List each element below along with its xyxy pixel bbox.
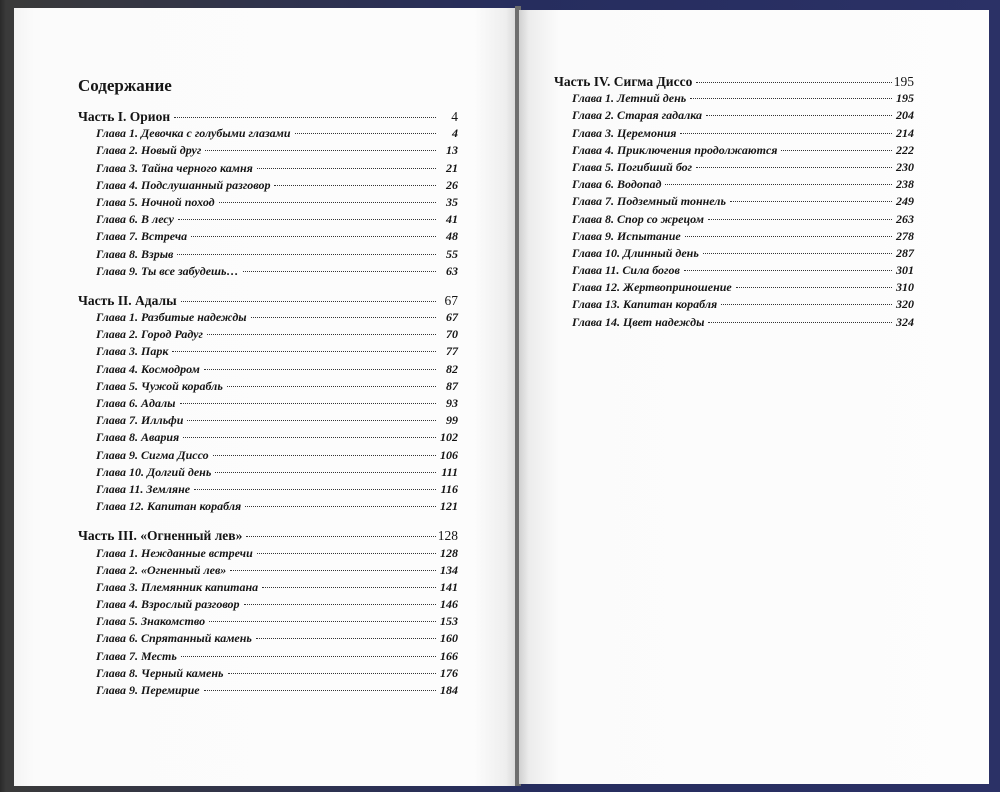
chapter-page-number: 324 [896,314,914,329]
chapter-page-number: 184 [440,683,458,697]
chapter-page-number: 77 [446,344,458,359]
dot-leader [721,303,892,305]
chapter-page-number: 320 [896,297,914,312]
chapter-page-number: 26 [446,177,458,192]
dot-leader [227,385,436,387]
chapter-page-number: 87 [446,378,458,393]
chapter-page-number: 82 [446,361,458,376]
toc-right-column [554,73,914,343]
dot-leader [207,333,436,335]
dot-leader [243,270,436,272]
dot-leader [680,132,892,134]
chapter-title: Глава 13. Капитан корабля [572,297,718,312]
toc-chapter-entry [78,596,458,613]
chapter-title: Глава 3. Церемония [572,125,677,140]
toc-chapter-entry [554,142,914,159]
chapter-title: Глава 8. Спор со жрецом [572,211,704,226]
chapter-page-number: 301 [896,263,914,278]
toc-part-block [78,292,458,515]
chapter-title: Глава 5. Ночной поход [96,194,215,209]
chapter-title: Глава 7. Встреча [96,229,188,244]
chapter-title: Глава 5. Чужой корабль [96,378,223,393]
chapter-page-number: 67 [446,310,458,325]
dot-leader [690,97,892,99]
chapter-page-number: 238 [896,177,914,192]
dot-leader [245,505,436,507]
toc-part-entry [78,108,458,125]
dot-leader [181,655,436,657]
chapter-title: Глава 8. Взрыв [96,246,174,261]
dot-leader [257,167,436,169]
dot-leader [244,603,436,605]
chapter-title: Глава 8. Авария [96,430,180,445]
toc-chapter-entry [78,228,458,245]
dot-leader [684,269,892,271]
chapter-page-number: 93 [446,396,458,410]
chapter-title: Глава 10. Долгий день [96,464,212,479]
dot-leader [215,471,436,473]
part-page-number: 128 [437,528,458,544]
chapter-title: Глава 7. Илльфи [96,413,184,428]
toc-chapter-entry [78,378,458,395]
dot-leader [246,535,435,537]
toc-chapter-entry [78,481,458,498]
dot-leader [706,114,892,116]
dot-leader [696,166,892,168]
toc-chapter-entry [554,90,914,107]
toc-chapter-entry [78,579,458,596]
chapter-title: Глава 9. Сигма Диссо [96,447,209,462]
toc-part-entry [78,292,458,309]
toc-chapter-entry [78,613,458,630]
chapter-title: Глава 6. В лесу [96,212,174,227]
toc-chapter-entry [78,447,458,464]
chapter-page-number: 121 [440,499,458,514]
toc-part-block [78,108,458,280]
dot-leader [183,436,436,438]
toc-chapter-entry [78,498,458,515]
chapter-title: Глава 12. Жертвоприношение [572,280,732,295]
chapter-title: Глава 11. Сила богов [572,263,680,278]
dot-leader [736,286,892,288]
chapter-title: Глава 4. Взрослый разговор [96,597,240,612]
dot-leader [251,316,436,318]
dot-leader [703,252,892,254]
dot-leader [295,132,436,134]
dot-leader [178,218,436,220]
chapter-page-number: 111 [441,464,458,479]
dot-leader [230,569,436,571]
toc-chapter-entry [78,665,458,682]
chapter-title: Глава 8. Черный камень [96,665,224,680]
chapter-page-number: 214 [896,125,914,140]
toc-chapter-entry [78,160,458,177]
chapter-title: Глава 4. Подслушанный разговор [96,177,271,192]
chapter-title: Глава 4. Приключения продолжаются [572,142,778,157]
toc-title: Содержание [78,76,172,95]
toc-chapter-entry [554,107,914,124]
toc-chapter-entry [554,211,914,228]
toc-chapter-entry [554,279,914,296]
chapter-title: Глава 3. Тайна черного камня [96,160,253,175]
dot-leader [256,637,436,639]
toc-chapter-entry [554,193,914,210]
part-page-number: 195 [893,74,914,89]
toc-part-entry [78,527,458,544]
chapter-page-number: 153 [440,614,458,629]
chapter-page-number: 99 [446,413,458,428]
toc-chapter-entry [554,314,914,331]
chapter-title: Глава 12. Капитан корабля [96,499,242,514]
toc-chapter-entry [78,682,458,699]
toc-chapter-entry [78,125,458,142]
chapter-page-number: 13 [446,143,458,158]
chapter-title: Глава 2. «Огненный лев» [96,562,227,577]
toc-chapter-entry [78,395,458,412]
dot-leader [262,586,436,588]
toc-chapter-entry [554,245,914,262]
toc-chapter-entry [78,562,458,579]
chapter-title: Глава 1. Девочка с голубыми глазами [96,126,291,141]
chapter-title: Глава 3. Племянник капитана [96,579,259,594]
chapter-page-number: 35 [446,194,458,209]
dot-leader [180,402,437,404]
chapter-title: Глава 6. Адалы [96,396,176,410]
chapter-title: Глава 2. Новый друг [96,143,202,158]
toc-chapter-entry [78,630,458,647]
chapter-page-number: 134 [440,562,458,577]
chapter-title: Глава 6. Водопад [572,177,662,192]
toc-chapter-entry [78,177,458,194]
dot-leader [177,253,436,255]
chapter-page-number: 230 [896,159,914,174]
dot-leader [194,488,436,490]
part-page-number: 67 [444,292,458,308]
toc-left-column [78,108,458,711]
part-title: Часть IV. Сигма Диссо [554,74,693,89]
toc-chapter-entry [78,246,458,263]
dot-leader [181,300,436,302]
chapter-page-number: 166 [440,648,458,663]
toc-chapter-entry [554,176,914,193]
chapter-title: Глава 4. Космодром [96,361,200,376]
toc-chapter-entry [554,228,914,245]
chapter-page-number: 21 [446,160,458,175]
chapter-page-number: 63 [446,263,458,278]
chapter-page-number: 222 [896,142,914,157]
toc-chapter-entry [78,464,458,481]
chapter-page-number: 287 [896,245,914,260]
chapter-page-number: 160 [440,631,458,646]
dot-leader [174,116,436,118]
toc-chapter-entry [78,211,458,228]
toc-chapter-entry [554,125,914,142]
toc-chapter-entry [78,648,458,665]
dot-leader [187,419,436,421]
dot-leader [665,183,892,185]
chapter-title: Глава 10. Длинный день [572,245,699,260]
chapter-page-number: 4 [452,126,458,141]
dot-leader [708,321,892,323]
toc-chapter-entry [78,412,458,429]
toc-chapter-entry [78,429,458,446]
chapter-page-number: 278 [896,228,914,243]
chapter-title: Глава 11. Земляне [96,481,191,496]
chapter-title: Глава 9. Испытание [572,228,681,243]
chapter-page-number: 249 [896,194,914,209]
dot-leader [257,552,436,554]
toc-chapter-entry [554,159,914,176]
chapter-title: Глава 14. Цвет надежды [572,314,705,329]
chapter-page-number: 48 [446,229,458,244]
chapter-title: Глава 1. Разбитые надежды [96,310,247,325]
dot-leader [204,368,436,370]
toc-chapter-entry [78,545,458,562]
dot-leader [209,620,436,622]
dot-leader [204,689,436,691]
chapter-title: Глава 2. Город Радуг [96,327,203,342]
dot-leader [685,235,892,237]
chapter-page-number: 195 [896,91,914,106]
toc-chapter-entry [554,296,914,313]
dot-leader [274,184,436,186]
chapter-title: Глава 2. Старая гадалка [572,108,703,123]
toc-part-entry [554,73,914,90]
chapter-title: Глава 1. Нежданные встречи [96,545,253,560]
dot-leader [730,200,892,202]
dot-leader [219,201,436,203]
part-title: Часть I. Орион [78,109,171,124]
dot-leader [781,149,892,151]
chapter-page-number: 128 [440,545,458,560]
chapter-title: Глава 7. Подземный тоннель [572,194,726,209]
chapter-page-number: 146 [440,597,458,612]
toc-chapter-entry [78,263,458,280]
chapter-page-number: 70 [446,327,458,342]
dot-leader [228,672,437,674]
chapter-page-number: 204 [896,108,914,123]
chapter-title: Глава 6. Спрятанный камень [96,631,252,646]
chapter-page-number: 106 [440,447,458,462]
chapter-title: Глава 3. Парк [96,344,169,359]
chapter-page-number: 116 [440,481,458,496]
part-page-number: 4 [451,109,458,124]
dot-leader [213,454,436,456]
chapter-page-number: 55 [446,246,458,261]
chapter-page-number: 141 [440,579,458,594]
chapter-page-number: 41 [446,212,458,227]
dot-leader [708,218,892,220]
toc-chapter-entry [78,326,458,343]
chapter-title: Глава 9. Ты все забудешь… [96,263,239,278]
chapter-page-number: 263 [896,211,914,226]
part-title: Часть II. Адалы [78,292,177,308]
dot-leader [191,235,436,237]
chapter-page-number: 310 [896,280,914,295]
toc-chapter-entry [78,343,458,360]
toc-chapter-entry [78,309,458,326]
part-title: Часть III. «Огненный лев» [78,528,243,544]
dot-leader [172,350,436,352]
chapter-page-number: 176 [440,665,458,680]
toc-part-block [554,73,914,331]
chapter-title: Глава 5. Знакомство [96,614,206,629]
chapter-title: Глава 1. Летний день [572,91,687,106]
chapter-title: Глава 9. Перемирие [96,683,200,697]
toc-part-block [78,527,458,699]
dot-leader [696,81,891,83]
toc-chapter-entry [554,262,914,279]
toc-chapter-entry [78,142,458,159]
dot-leader [205,149,436,151]
toc-chapter-entry [78,361,458,378]
toc-chapter-entry [78,194,458,211]
chapter-title: Глава 7. Месть [96,648,177,663]
chapter-page-number: 102 [440,430,458,445]
chapter-title: Глава 5. Погибший бог [572,159,693,174]
